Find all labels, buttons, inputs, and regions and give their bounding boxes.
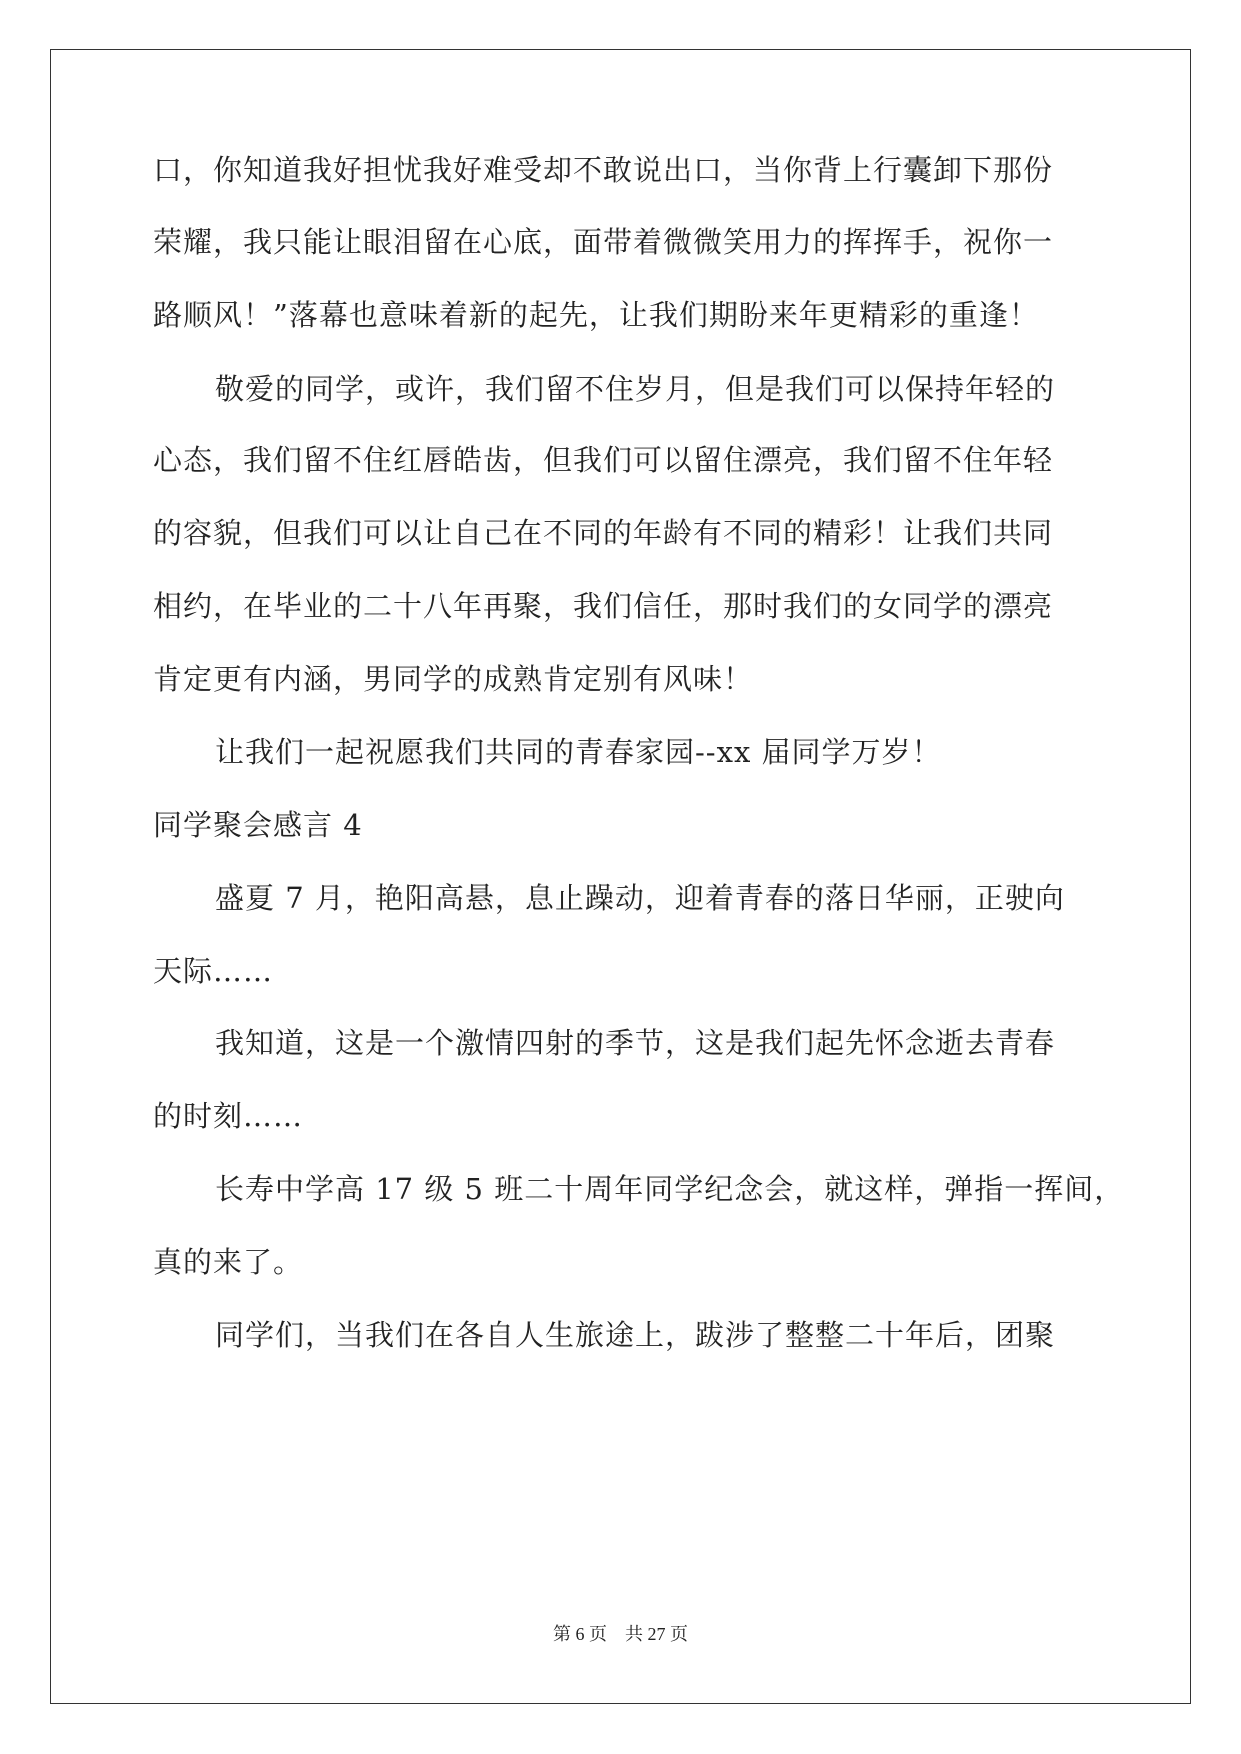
text-line: 心态，我们留不住红唇皓齿，但我们可以留住漂亮，我们留不住年轻 bbox=[153, 443, 1054, 477]
text-line: 的容貌，但我们可以让自己在不同的年龄有不同的精彩！让我们共同 bbox=[153, 516, 1054, 550]
page-number-footer: 第 6 页 共 27 页 bbox=[553, 1624, 688, 1644]
text-line: 盛夏 7 月，艳阳高悬，息止躁动，迎着青春的落日华丽，正驶向 bbox=[215, 881, 1065, 915]
text-line: 真的来了。 bbox=[153, 1245, 304, 1279]
text-line: 相约，在毕业的二十八年再聚，我们信任，那时我们的女同学的漂亮 bbox=[153, 589, 1054, 623]
text-line: 肯定更有内涵，男同学的成熟肯定别有风味！ bbox=[153, 662, 754, 696]
text-line: 荣耀，我只能让眼泪留在心底，面带着微微笑用力的挥挥手，祝你一 bbox=[153, 225, 1054, 259]
text-line: 路顺风！”落幕也意味着新的起先，让我们期盼来年更精彩的重逢！ bbox=[153, 298, 1039, 332]
text-line: 敬爱的同学，或许，我们留不住岁月，但是我们可以保持年轻的 bbox=[215, 372, 1056, 406]
text-line: 我知道，这是一个激情四射的季节，这是我们起先怀念逝去青春 bbox=[215, 1026, 1056, 1060]
text-line: 同学们，当我们在各自人生旅途上，跋涉了整整二十年后，团聚 bbox=[215, 1318, 1056, 1352]
text-line: 口，你知道我好担忧我好难受却不敢说出口，当你背上行囊卸下那份 bbox=[153, 153, 1054, 187]
text-line: 让我们一起祝愿我们共同的青春家园--xx 届同学万岁！ bbox=[215, 735, 942, 769]
text-line: 的时刻…… bbox=[153, 1099, 304, 1133]
text-line: 长寿中学高 17 级 5 班二十周年同学纪念会，就这样，弹指一挥间， bbox=[215, 1172, 1125, 1206]
text-line: 天际…… bbox=[153, 954, 274, 988]
section-heading: 同学聚会感言 4 bbox=[153, 808, 363, 842]
